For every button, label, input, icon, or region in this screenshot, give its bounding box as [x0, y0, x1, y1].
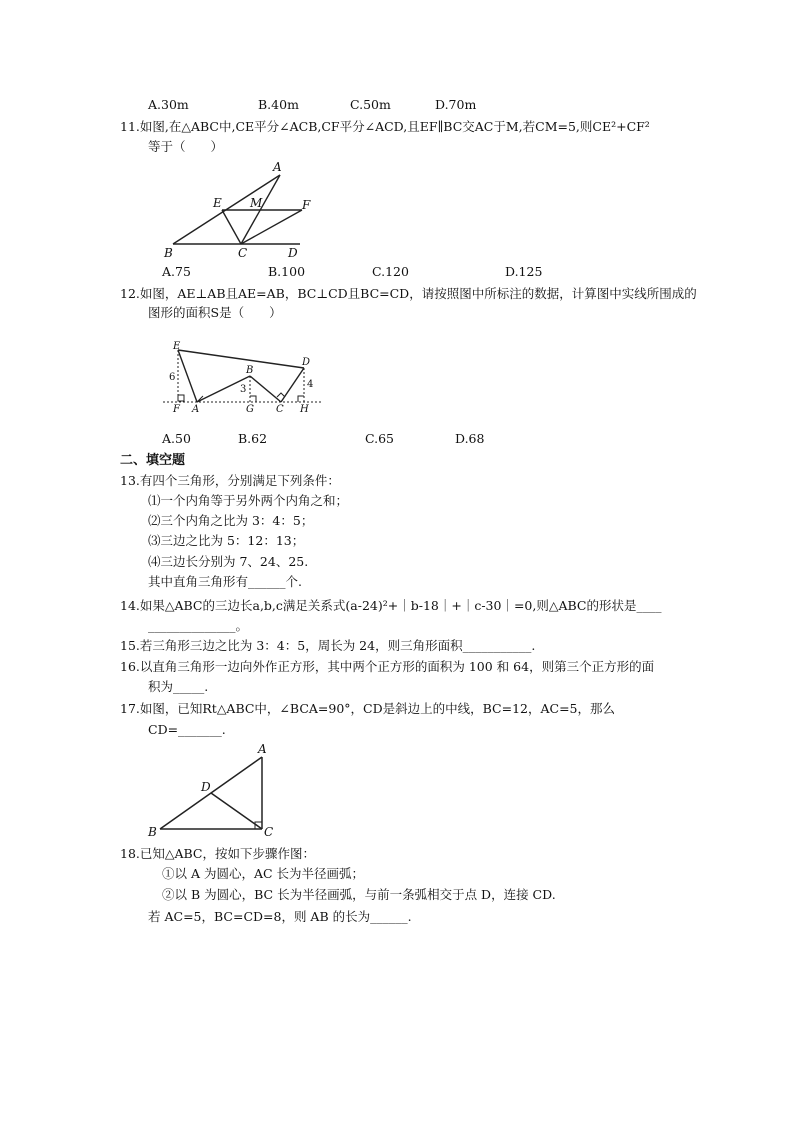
- q13-item-4: ⑷三边长分别为 7、24、25.: [148, 554, 309, 569]
- q11-option-a: A.75: [162, 264, 191, 279]
- q18-text: 18.已知△ABC，按如下步骤作图：: [120, 846, 316, 861]
- q17-label-d: D: [201, 780, 211, 794]
- q17-text-line2: CD=_______.: [148, 722, 226, 737]
- q12-label-6: 6: [169, 372, 176, 383]
- q12-label-e: E: [173, 341, 181, 352]
- q12-label-c: C: [276, 404, 284, 415]
- q12-option-c: C.65: [365, 431, 394, 446]
- q10-option-a: A.30m: [148, 97, 189, 112]
- q12-text-line1: 12.如图，AE⊥AB且AE=AB，BC⊥CD且BC=CD，请按照图中所标注的数据，计算图中实线所围成的: [120, 286, 697, 301]
- q14-text-line1: 14.如果△ABC的三边长a,b,c满足关系式(a-24)²+｜b-18｜+｜c-30｜=0,则△ABC的形状是____: [120, 598, 662, 613]
- q11-label-d: D: [288, 246, 298, 260]
- q13-item-3: ⑶三边之比为 5：12：13；: [148, 533, 305, 548]
- q13-item-2: ⑵三个内角之比为 3：4：5；: [148, 513, 314, 528]
- q11-option-b: B.100: [268, 264, 306, 279]
- q14-text-line2: ______________。: [148, 618, 249, 633]
- q12-option-d: D.68: [455, 431, 485, 446]
- q13-ask: 其中直角三角形有______个.: [148, 574, 302, 589]
- q10-option-d: D.70m: [435, 97, 477, 112]
- q11-option-d: D.125: [505, 264, 543, 279]
- q17-label-c: C: [264, 825, 274, 839]
- q17-label-a: A: [258, 742, 267, 756]
- q12-label-4: 4: [307, 379, 314, 390]
- q11-option-c: C.120: [372, 264, 409, 279]
- q12-option-b: B.62: [238, 431, 268, 446]
- q11-text-line1: 11.如图,在△ABC中,CE平分∠ACB,CF平分∠ACD,且EF∥BC交AC于M,若CM=5,则CE²+CF²: [120, 119, 650, 134]
- q17-label-b: B: [148, 825, 157, 839]
- q11-label-m: M: [250, 196, 263, 210]
- q12-label-g: G: [246, 404, 254, 415]
- q16-text-line2: 积为_____.: [148, 679, 209, 694]
- q12-label-a: A: [192, 404, 200, 415]
- q11-label-f: F: [302, 198, 311, 212]
- q18-ask: 若 AC=5，BC=CD=8，则 AB 的长为______.: [148, 909, 412, 924]
- q10-option-c: C.50m: [350, 97, 391, 112]
- q17-text-line1: 17.如图，已知Rt△ABC中，∠BCA=90°，CD是斜边上的中线，BC=12，AC=5，那么: [120, 701, 616, 716]
- q11-label-c: C: [238, 246, 248, 260]
- q11-label-e: E: [213, 196, 222, 210]
- q12-label-h: H: [300, 404, 309, 415]
- q18-step-2: ②以 B 为圆心，BC 长为半径画弧，与前一条弧相交于点 D，连接 CD.: [162, 887, 556, 902]
- q12-label-3: 3: [240, 384, 247, 395]
- q18-step-1: ①以 A 为圆心，AC 长为半径画弧；: [162, 866, 365, 881]
- q11-label-a: A: [273, 160, 282, 174]
- q12-label-f: F: [173, 404, 180, 415]
- q13-text: 13.有四个三角形，分别满足下列条件：: [120, 473, 340, 488]
- q11-text-line2: 等于（ ）: [148, 139, 224, 154]
- q13-item-1: ⑴一个内角等于另外两个内角之和；: [148, 493, 349, 508]
- q10-option-b: B.40m: [258, 97, 299, 112]
- q12-label-b: B: [246, 365, 254, 376]
- q11-label-b: B: [164, 246, 173, 260]
- q12-label-d: D: [302, 357, 311, 368]
- section-heading-fill-blank: 二、填空题: [120, 453, 186, 468]
- q16-text-line1: 16.以直角三角形一边向外作正方形，其中两个正方形的面积为 100 和 64，则第三个正方形的面: [120, 659, 655, 674]
- q12-text-line2: 图形的面积S是（ ）: [148, 305, 282, 320]
- q15-text: 15.若三角形三边之比为 3：4：5，周长为 24，则三角形面积___________.: [120, 638, 536, 653]
- q12-option-a: A.50: [162, 431, 191, 446]
